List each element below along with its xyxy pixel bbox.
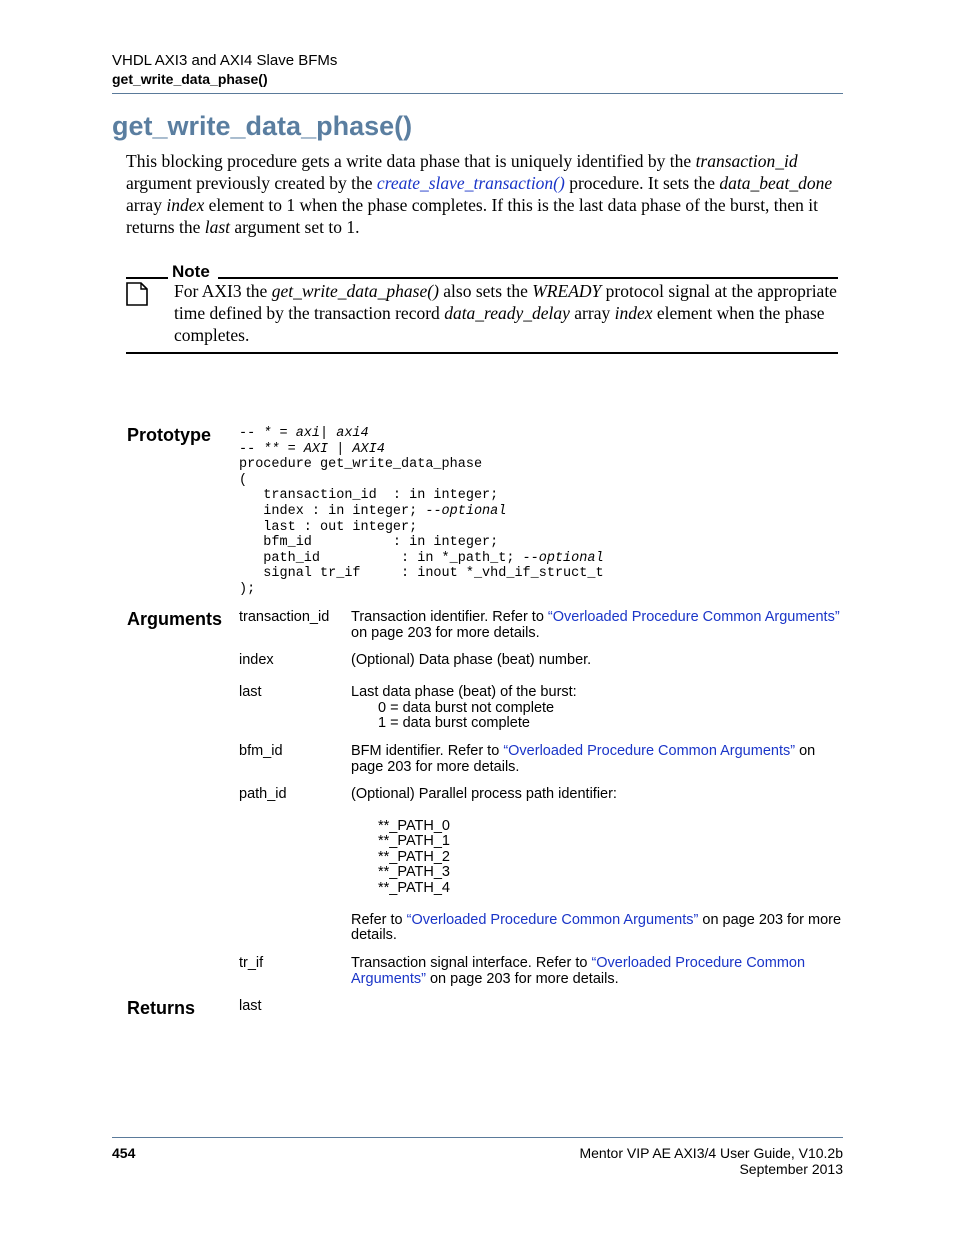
arg-desc-tr-if: Transaction signal interface. Refer to “Overloaded Procedure Common Arguments” on page 203 for more details. [351,955,806,987]
footer-guide-title: Mentor VIP AE AXI3/4 User Guide, V10.2b [579,1145,843,1161]
arg-desc-index: (Optional) Data phase (beat) number. [351,652,592,668]
intro-term-index: index [166,195,205,215]
intro-term-last: last [204,217,231,237]
code-comment: -- * = axi| axi4 [239,426,369,441]
returns-value: last [239,998,262,1014]
intro-text: argument previously created by the [126,173,377,193]
code-line: procedure get_write_data_phase [239,457,483,473]
intro-text: argument set to 1. [230,217,360,237]
footer-rule [112,1137,843,1138]
note-page-icon [126,282,148,306]
arg-name-last: last [239,684,262,700]
path-option: **_PATH_0 [378,817,450,834]
overloaded-args-link[interactable]: “Overloaded Procedure Common Arguments” [406,911,699,928]
running-header [112,52,843,88]
code-line: ( [239,472,248,488]
intro-text: array [126,195,167,215]
path-option: **_PATH_1 [378,833,450,850]
header-section: get_write_data_phase() [112,71,268,87]
overloaded-args-link[interactable]: “Overloaded Procedure Common Arguments” [503,743,796,759]
intro-paragraph [126,150,844,238]
header-chapter: VHDL AXI3 and AXI4 Slave BFMs [112,52,338,69]
intro-text: element to 1 when the phase completes. If this is the last data phase of the burst, then it returns the [126,195,819,237]
code-line: bfm_id : in integer; [239,535,499,551]
section-label-prototype: Prototype [127,425,212,445]
path-option: **_PATH_3 [378,864,450,881]
arg-name-transaction-id: transaction_id [239,609,330,625]
arg-name-tr-if: tr_if [239,955,264,971]
page-number: 454 [112,1145,136,1161]
last-option: 0 = data burst not complete [378,699,555,716]
code-line: last : out integer; [239,519,418,535]
arg-name-path-id: path_id [239,786,287,802]
code-comment: --optional [522,550,604,566]
footer-info [579,1145,843,1177]
code-line: index : in integer; [239,503,426,519]
last-option: 1 = data burst complete [378,715,530,732]
arg-desc-bfm-id: BFM identifier. Refer to “Overloaded Procedure Common Arguments” on page 203 for more details. [351,743,816,775]
note-box [126,262,838,354]
note-text: For AXI3 the get_write_data_phase() also sets the WREADY protocol signal at the appropriate time defined by the transaction record data_ready_delay array index element when the phase completes. [174,281,837,345]
intro-term-transaction-id: transaction_id [695,151,798,171]
footer-date: September 2013 [739,1161,843,1177]
arg-name-index: index [239,652,274,668]
code-line: transaction_id : in integer; [239,488,499,504]
section-label-arguments: Arguments [127,609,223,629]
intro-term-data-beat-done: data_beat_done [719,173,833,193]
overloaded-args-link[interactable]: “Overloaded Procedure Common Arguments” [351,955,806,987]
arg-desc-transaction-id: Transaction identifier. Refer to “Overloaded Procedure Common Arguments” on page 203 for more details. [351,609,840,641]
code-line: ); [239,581,256,597]
section-label-returns: Returns [127,998,196,1018]
code-comment: --optional [425,503,507,519]
arg-desc-last: Last data phase (beat) of the burst: 0 = data burst not complete 1 = data burst complete [351,685,846,732]
note-label: Note [172,262,210,281]
header-rule [112,93,843,94]
code-comment: -- ** = AXI | AXI4 [239,441,385,457]
path-option: **_PATH_2 [378,848,450,865]
intro-text: procedure. It sets the [564,173,720,193]
note-top-rule-left [126,277,168,279]
prototype-code [239,426,604,598]
code-line: signal tr_if : inout *_vhd_if_struct_t [239,566,604,582]
intro-text: This blocking procedure gets a write data phase that is uniquely identified by the [126,151,696,171]
note-bottom-rule [126,352,838,354]
overloaded-args-link[interactable]: “Overloaded Procedure Common Arguments” [547,609,840,625]
arg-name-bfm-id: bfm_id [239,743,283,759]
path-option: **_PATH_4 [378,879,450,896]
arg-desc-path-id: (Optional) Parallel process path identifier: **_PATH_0 **_PATH_1 **_PATH_2 **_PATH_3 **_PATH_4 Refer to “Overloaded Procedure Common Arguments” on page 203 for more details. [351,787,846,944]
note-top-rule-right [218,277,838,279]
create-slave-transaction-link[interactable]: create_slave_transaction() [376,173,565,193]
page-title: get_write_data_phase() [112,111,413,141]
code-line: path_id : in *_path_t; [239,550,523,566]
